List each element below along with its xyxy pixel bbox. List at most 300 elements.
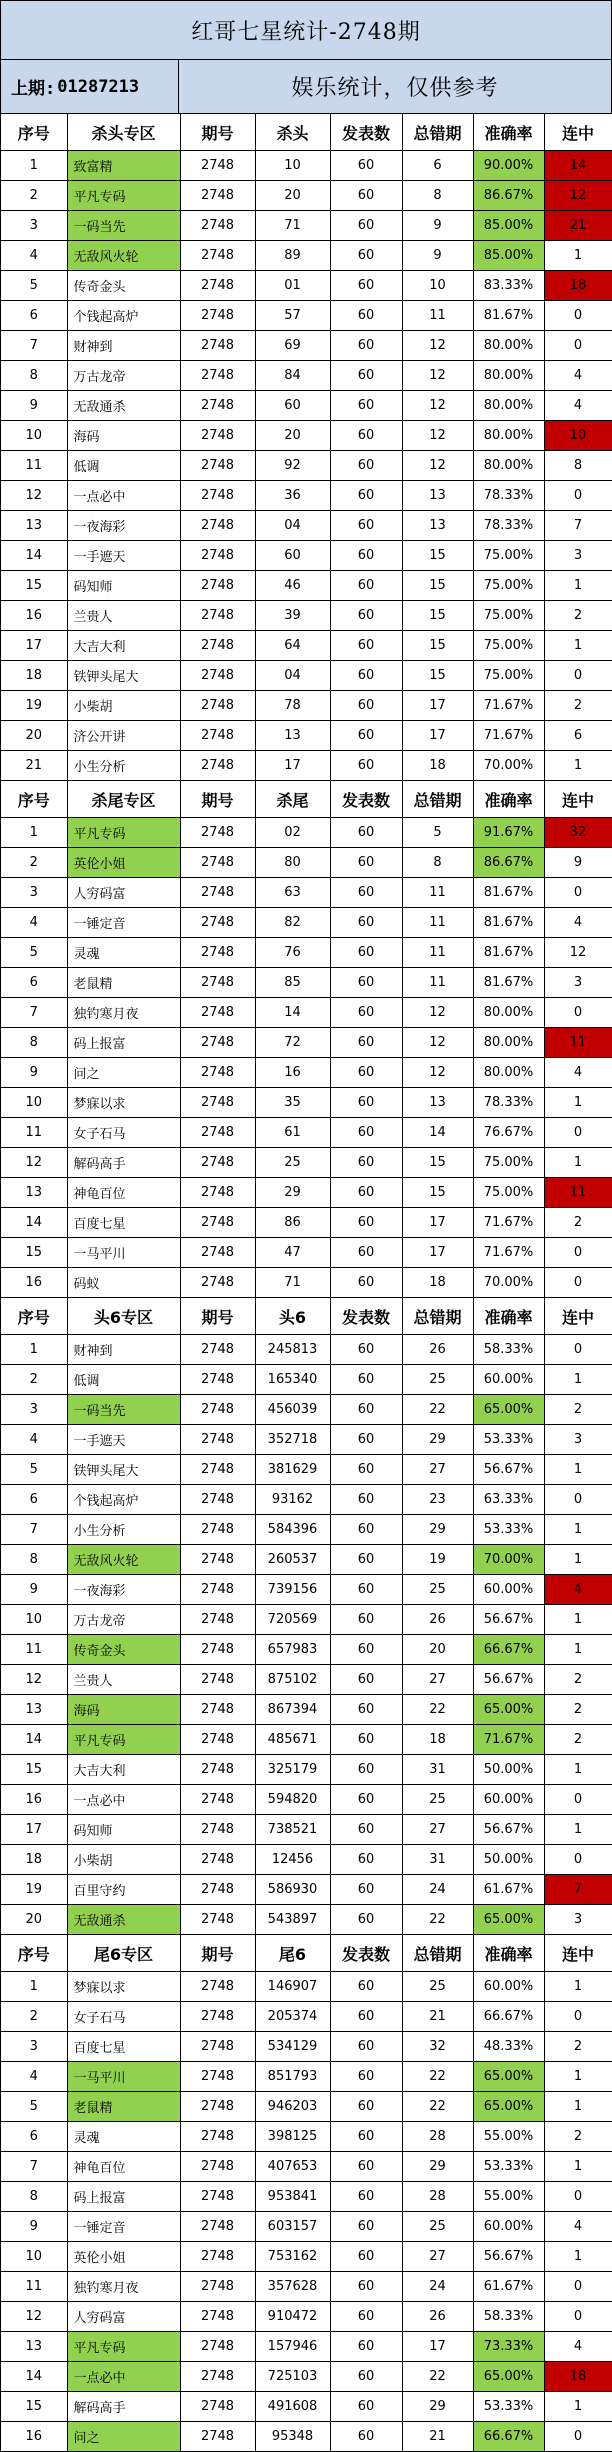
- cell-seq: 8: [1, 1545, 67, 1575]
- cell-number: 47: [255, 1238, 330, 1268]
- cell-period: 2748: [180, 661, 255, 691]
- table-row: [1, 271, 612, 301]
- cell-total-miss: 22: [402, 1905, 473, 1935]
- table-row: [1, 1118, 612, 1148]
- cell-streak: 21: [544, 211, 612, 241]
- cell-number: 739156: [255, 1575, 330, 1605]
- cell-total-miss: 22: [402, 2362, 473, 2392]
- cell-period: 2748: [180, 968, 255, 998]
- cell-streak: 1: [544, 1088, 612, 1118]
- cell-total-miss: 12: [402, 998, 473, 1028]
- cell-number: 603157: [255, 2212, 330, 2242]
- cell-name: 老鼠精: [67, 2092, 180, 2122]
- cell-name: 平凡专码: [67, 1725, 180, 1755]
- cell-streak: 0: [544, 2422, 612, 2452]
- cell-streak: 0: [544, 2272, 612, 2302]
- cell-streak: 18: [544, 2362, 612, 2392]
- cell-streak: 1: [544, 1148, 612, 1178]
- cell-seq: 13: [1, 2332, 67, 2362]
- cell-number: 738521: [255, 1815, 330, 1845]
- cell-seq: 15: [1, 1755, 67, 1785]
- cell-period: 2748: [180, 2422, 255, 2452]
- cell-published: 60: [330, 1028, 402, 1058]
- cell-seq: 12: [1, 1665, 67, 1695]
- cell-name: 平凡专码: [67, 181, 180, 211]
- cell-number: 260537: [255, 1545, 330, 1575]
- cell-published: 60: [330, 1148, 402, 1178]
- table-row: [1, 1515, 612, 1545]
- cell-name: 问之: [67, 1058, 180, 1088]
- cell-seq: 5: [1, 2092, 67, 2122]
- cell-accuracy: 55.00%: [473, 2182, 544, 2212]
- cell-seq: 8: [1, 1028, 67, 1058]
- cell-total-miss: 9: [402, 241, 473, 271]
- cell-streak: 0: [544, 1335, 612, 1365]
- cell-name: 万古龙帝: [67, 1605, 180, 1635]
- cell-name: 解码高手: [67, 2392, 180, 2422]
- cell-accuracy: 55.00%: [473, 2122, 544, 2152]
- cell-total-miss: 26: [402, 1605, 473, 1635]
- cell-period: 2748: [180, 1725, 255, 1755]
- table-row: [1, 691, 612, 721]
- cell-seq: 14: [1, 1208, 67, 1238]
- cell-number: 57: [255, 301, 330, 331]
- cell-seq: 20: [1, 1905, 67, 1935]
- table-row: [1, 181, 612, 211]
- cell-name: 码知师: [67, 571, 180, 601]
- cell-seq: 9: [1, 2212, 67, 2242]
- cell-number: 12456: [255, 1845, 330, 1875]
- cell-published: 60: [330, 271, 402, 301]
- cell-name: 传奇金头: [67, 1635, 180, 1665]
- cell-total-miss: 32: [402, 2032, 473, 2062]
- cell-published: 60: [330, 721, 402, 751]
- cell-period: 2748: [180, 1148, 255, 1178]
- cell-name: 财神到: [67, 331, 180, 361]
- cell-seq: 14: [1, 1725, 67, 1755]
- cell-period: 2748: [180, 2152, 255, 2182]
- cell-published: 60: [330, 181, 402, 211]
- cell-name: 万古龙帝: [67, 361, 180, 391]
- cell-published: 60: [330, 1905, 402, 1935]
- cell-streak: 4: [544, 1058, 612, 1088]
- table-row: [1, 818, 612, 848]
- cell-number: 86: [255, 1208, 330, 1238]
- table-row: [1, 1455, 612, 1485]
- cell-seq: 1: [1, 1972, 67, 2002]
- cell-name: 铁钾头尾大: [67, 661, 180, 691]
- table-row: [1, 631, 612, 661]
- cell-published: 60: [330, 1365, 402, 1395]
- cell-total-miss: 12: [402, 451, 473, 481]
- cell-accuracy: 70.00%: [473, 751, 544, 781]
- cell-period: 2748: [180, 1028, 255, 1058]
- cell-published: 60: [330, 571, 402, 601]
- cell-name: 老鼠精: [67, 968, 180, 998]
- cell-accuracy: 66.67%: [473, 2422, 544, 2452]
- cell-period: 2748: [180, 361, 255, 391]
- cell-total-miss: 11: [402, 938, 473, 968]
- cell-streak: 2: [544, 1695, 612, 1725]
- cell-name: 神龟百位: [67, 2152, 180, 2182]
- cell-seq: 16: [1, 1268, 67, 1298]
- stats-table: [1, 114, 612, 2452]
- cell-name: 独钓寒月夜: [67, 2272, 180, 2302]
- cell-published: 60: [330, 2392, 402, 2422]
- cell-number: 78: [255, 691, 330, 721]
- cell-accuracy: 86.67%: [473, 848, 544, 878]
- cell-number: 586930: [255, 1875, 330, 1905]
- cell-streak: 0: [544, 1485, 612, 1515]
- cell-name: 海码: [67, 421, 180, 451]
- table-row: [1, 1905, 612, 1935]
- cell-number: 875102: [255, 1665, 330, 1695]
- column-header-published: 发表数: [330, 1935, 402, 1972]
- cell-total-miss: 25: [402, 1785, 473, 1815]
- cell-accuracy: 60.00%: [473, 1575, 544, 1605]
- table-row: [1, 661, 612, 691]
- table-row: [1, 1605, 612, 1635]
- cell-published: 60: [330, 661, 402, 691]
- cell-name: 码知师: [67, 1815, 180, 1845]
- cell-published: 60: [330, 1058, 402, 1088]
- column-header-streak: 连中: [544, 1935, 612, 1972]
- cell-period: 2748: [180, 151, 255, 181]
- cell-accuracy: 86.67%: [473, 181, 544, 211]
- cell-period: 2748: [180, 691, 255, 721]
- cell-streak: 11: [544, 1028, 612, 1058]
- previous-draw: [1, 60, 179, 113]
- cell-total-miss: 15: [402, 661, 473, 691]
- table-row: [1, 511, 612, 541]
- section-header-row: [1, 1935, 612, 1972]
- cell-number: 245813: [255, 1335, 330, 1365]
- cell-streak: 1: [544, 1365, 612, 1395]
- table-row: [1, 2002, 612, 2032]
- cell-streak: 0: [544, 331, 612, 361]
- cell-total-miss: 25: [402, 1972, 473, 2002]
- cell-period: 2748: [180, 1515, 255, 1545]
- cell-streak: 0: [544, 998, 612, 1028]
- cell-period: 2748: [180, 241, 255, 271]
- cell-seq: 15: [1, 2392, 67, 2422]
- previous-draw-label: 上期:: [11, 79, 56, 99]
- cell-streak: 0: [544, 481, 612, 511]
- cell-streak: 4: [544, 2332, 612, 2362]
- cell-period: 2748: [180, 2062, 255, 2092]
- cell-period: 2748: [180, 1845, 255, 1875]
- cell-total-miss: 19: [402, 1545, 473, 1575]
- cell-name: 大吉大利: [67, 631, 180, 661]
- cell-total-miss: 17: [402, 1208, 473, 1238]
- cell-published: 60: [330, 481, 402, 511]
- cell-accuracy: 75.00%: [473, 631, 544, 661]
- cell-streak: 2: [544, 1208, 612, 1238]
- column-header-published: 发表数: [330, 1298, 402, 1335]
- cell-published: 60: [330, 2212, 402, 2242]
- cell-streak: 1: [544, 1755, 612, 1785]
- cell-total-miss: 12: [402, 361, 473, 391]
- column-header-period: 期号: [180, 114, 255, 151]
- cell-streak: 0: [544, 1238, 612, 1268]
- cell-seq: 6: [1, 301, 67, 331]
- cell-number: 725103: [255, 2362, 330, 2392]
- cell-name: 一点必中: [67, 2362, 180, 2392]
- cell-accuracy: 53.33%: [473, 2392, 544, 2422]
- column-header-period: 期号: [180, 1298, 255, 1335]
- cell-streak: 2: [544, 1665, 612, 1695]
- cell-period: 2748: [180, 2122, 255, 2152]
- cell-period: 2748: [180, 301, 255, 331]
- cell-streak: 3: [544, 968, 612, 998]
- cell-name: 英伦小姐: [67, 848, 180, 878]
- cell-published: 60: [330, 301, 402, 331]
- cell-period: 2748: [180, 1545, 255, 1575]
- cell-streak: 1: [544, 241, 612, 271]
- cell-period: 2748: [180, 1875, 255, 1905]
- cell-streak: 10: [544, 421, 612, 451]
- cell-number: 157946: [255, 2332, 330, 2362]
- cell-total-miss: 5: [402, 818, 473, 848]
- cell-period: 2748: [180, 2302, 255, 2332]
- cell-seq: 18: [1, 1845, 67, 1875]
- cell-period: 2748: [180, 998, 255, 1028]
- cell-streak: 0: [544, 1845, 612, 1875]
- cell-seq: 4: [1, 241, 67, 271]
- cell-period: 2748: [180, 2002, 255, 2032]
- cell-accuracy: 65.00%: [473, 2362, 544, 2392]
- cell-number: 35: [255, 1088, 330, 1118]
- cell-streak: 4: [544, 2212, 612, 2242]
- cell-number: 01: [255, 271, 330, 301]
- cell-published: 60: [330, 1238, 402, 1268]
- cell-seq: 3: [1, 1395, 67, 1425]
- cell-accuracy: 81.67%: [473, 968, 544, 998]
- cell-total-miss: 18: [402, 751, 473, 781]
- cell-period: 2748: [180, 1238, 255, 1268]
- cell-number: 84: [255, 361, 330, 391]
- cell-accuracy: 71.67%: [473, 691, 544, 721]
- cell-published: 60: [330, 1815, 402, 1845]
- table-row: [1, 1575, 612, 1605]
- cell-published: 60: [330, 1485, 402, 1515]
- cell-published: 60: [330, 1118, 402, 1148]
- cell-seq: 17: [1, 1815, 67, 1845]
- cell-period: 2748: [180, 2392, 255, 2422]
- cell-seq: 15: [1, 571, 67, 601]
- table-row: [1, 1665, 612, 1695]
- cell-published: 60: [330, 751, 402, 781]
- cell-streak: 1: [544, 2062, 612, 2092]
- cell-number: 20: [255, 181, 330, 211]
- column-header-period: 期号: [180, 781, 255, 818]
- cell-streak: 2: [544, 1395, 612, 1425]
- cell-published: 60: [330, 1268, 402, 1298]
- cell-streak: 0: [544, 2182, 612, 2212]
- cell-period: 2748: [180, 1755, 255, 1785]
- cell-streak: 3: [544, 1425, 612, 1455]
- cell-name: 小柴胡: [67, 1845, 180, 1875]
- cell-name: 一夜海彩: [67, 1575, 180, 1605]
- cell-seq: 7: [1, 2152, 67, 2182]
- cell-published: 60: [330, 331, 402, 361]
- table-row: [1, 211, 612, 241]
- cell-seq: 4: [1, 908, 67, 938]
- cell-accuracy: 80.00%: [473, 1028, 544, 1058]
- column-header-accuracy: 准确率: [473, 114, 544, 151]
- table-row: [1, 2272, 612, 2302]
- cell-total-miss: 22: [402, 1695, 473, 1725]
- cell-total-miss: 22: [402, 2062, 473, 2092]
- cell-accuracy: 61.67%: [473, 2272, 544, 2302]
- cell-number: 398125: [255, 2122, 330, 2152]
- cell-name: 梦寐以求: [67, 1972, 180, 2002]
- cell-accuracy: 66.67%: [473, 2002, 544, 2032]
- cell-published: 60: [330, 1335, 402, 1365]
- column-header-published: 发表数: [330, 781, 402, 818]
- cell-seq: 1: [1, 151, 67, 181]
- cell-accuracy: 85.00%: [473, 211, 544, 241]
- cell-total-miss: 31: [402, 1845, 473, 1875]
- cell-name: 女子石马: [67, 1118, 180, 1148]
- cell-period: 2748: [180, 1485, 255, 1515]
- cell-period: 2748: [180, 1178, 255, 1208]
- cell-period: 2748: [180, 751, 255, 781]
- cell-number: 594820: [255, 1785, 330, 1815]
- cell-seq: 12: [1, 2302, 67, 2332]
- cell-streak: 0: [544, 2002, 612, 2032]
- column-header-total-miss: 总错期: [402, 1298, 473, 1335]
- cell-published: 60: [330, 1575, 402, 1605]
- cell-seq: 11: [1, 1118, 67, 1148]
- cell-streak: 0: [544, 1118, 612, 1148]
- table-row: [1, 2152, 612, 2182]
- table-row: [1, 2122, 612, 2152]
- cell-streak: 11: [544, 1178, 612, 1208]
- cell-total-miss: 25: [402, 1575, 473, 1605]
- cell-accuracy: 80.00%: [473, 361, 544, 391]
- cell-total-miss: 25: [402, 1365, 473, 1395]
- cell-name: 无敌通杀: [67, 1905, 180, 1935]
- cell-accuracy: 75.00%: [473, 661, 544, 691]
- cell-published: 60: [330, 1845, 402, 1875]
- cell-seq: 2: [1, 2002, 67, 2032]
- cell-period: 2748: [180, 2272, 255, 2302]
- cell-period: 2748: [180, 938, 255, 968]
- table-row: [1, 2182, 612, 2212]
- cell-accuracy: 60.00%: [473, 1365, 544, 1395]
- cell-period: 2748: [180, 1268, 255, 1298]
- cell-total-miss: 26: [402, 1335, 473, 1365]
- cell-name: 济公开讲: [67, 721, 180, 751]
- cell-accuracy: 71.67%: [473, 1725, 544, 1755]
- cell-streak: 2: [544, 2032, 612, 2062]
- table-row: [1, 451, 612, 481]
- cell-seq: 19: [1, 691, 67, 721]
- cell-name: 人穷码富: [67, 2302, 180, 2332]
- cell-name: 独钓寒月夜: [67, 998, 180, 1028]
- cell-streak: 1: [544, 1455, 612, 1485]
- cell-number: 953841: [255, 2182, 330, 2212]
- cell-period: 2748: [180, 2362, 255, 2392]
- cell-accuracy: 78.33%: [473, 481, 544, 511]
- cell-seq: 12: [1, 1148, 67, 1178]
- cell-streak: 32: [544, 818, 612, 848]
- table-row: [1, 2092, 612, 2122]
- cell-total-miss: 27: [402, 1455, 473, 1485]
- cell-seq: 9: [1, 1575, 67, 1605]
- cell-period: 2748: [180, 331, 255, 361]
- cell-name: 一马平川: [67, 2062, 180, 2092]
- cell-accuracy: 58.33%: [473, 1335, 544, 1365]
- cell-total-miss: 17: [402, 721, 473, 751]
- cell-number: 92: [255, 451, 330, 481]
- table-row: [1, 2302, 612, 2332]
- cell-name: 兰贵人: [67, 601, 180, 631]
- cell-name: 小生分析: [67, 751, 180, 781]
- cell-number: 16: [255, 1058, 330, 1088]
- table-row: [1, 998, 612, 1028]
- cell-number: 10: [255, 151, 330, 181]
- cell-streak: 0: [544, 1785, 612, 1815]
- cell-seq: 7: [1, 331, 67, 361]
- cell-total-miss: 18: [402, 1268, 473, 1298]
- cell-name: 传奇金头: [67, 271, 180, 301]
- cell-total-miss: 29: [402, 2392, 473, 2422]
- cell-number: 04: [255, 511, 330, 541]
- cell-name: 码上报富: [67, 1028, 180, 1058]
- cell-seq: 11: [1, 451, 67, 481]
- table-row: [1, 1178, 612, 1208]
- cell-period: 2748: [180, 481, 255, 511]
- cell-total-miss: 18: [402, 1725, 473, 1755]
- table-row: [1, 301, 612, 331]
- cell-published: 60: [330, 1695, 402, 1725]
- cell-total-miss: 29: [402, 1425, 473, 1455]
- cell-name: 无敌风火轮: [67, 241, 180, 271]
- column-header-seq: 序号: [1, 781, 67, 818]
- cell-accuracy: 80.00%: [473, 1058, 544, 1088]
- table-row: [1, 2032, 612, 2062]
- table-row: [1, 2392, 612, 2422]
- cell-published: 60: [330, 1665, 402, 1695]
- cell-accuracy: 76.67%: [473, 1118, 544, 1148]
- cell-published: 60: [330, 1425, 402, 1455]
- cell-accuracy: 50.00%: [473, 1845, 544, 1875]
- cell-name: 平凡专码: [67, 2332, 180, 2362]
- cell-name: 致富精: [67, 151, 180, 181]
- cell-accuracy: 66.67%: [473, 1635, 544, 1665]
- cell-streak: 3: [544, 541, 612, 571]
- cell-number: 165340: [255, 1365, 330, 1395]
- cell-total-miss: 28: [402, 2122, 473, 2152]
- cell-number: 63: [255, 878, 330, 908]
- cell-published: 60: [330, 2092, 402, 2122]
- cell-period: 2748: [180, 878, 255, 908]
- column-header-seq: 序号: [1, 1298, 67, 1335]
- cell-period: 2748: [180, 1058, 255, 1088]
- cell-published: 60: [330, 2362, 402, 2392]
- cell-published: 60: [330, 2242, 402, 2272]
- cell-period: 2748: [180, 541, 255, 571]
- cell-name: 码蚁: [67, 1268, 180, 1298]
- cell-number: 95348: [255, 2422, 330, 2452]
- table-row: [1, 1785, 612, 1815]
- cell-published: 60: [330, 1178, 402, 1208]
- cell-total-miss: 29: [402, 2152, 473, 2182]
- cell-name: 平凡专码: [67, 818, 180, 848]
- cell-number: 89: [255, 241, 330, 271]
